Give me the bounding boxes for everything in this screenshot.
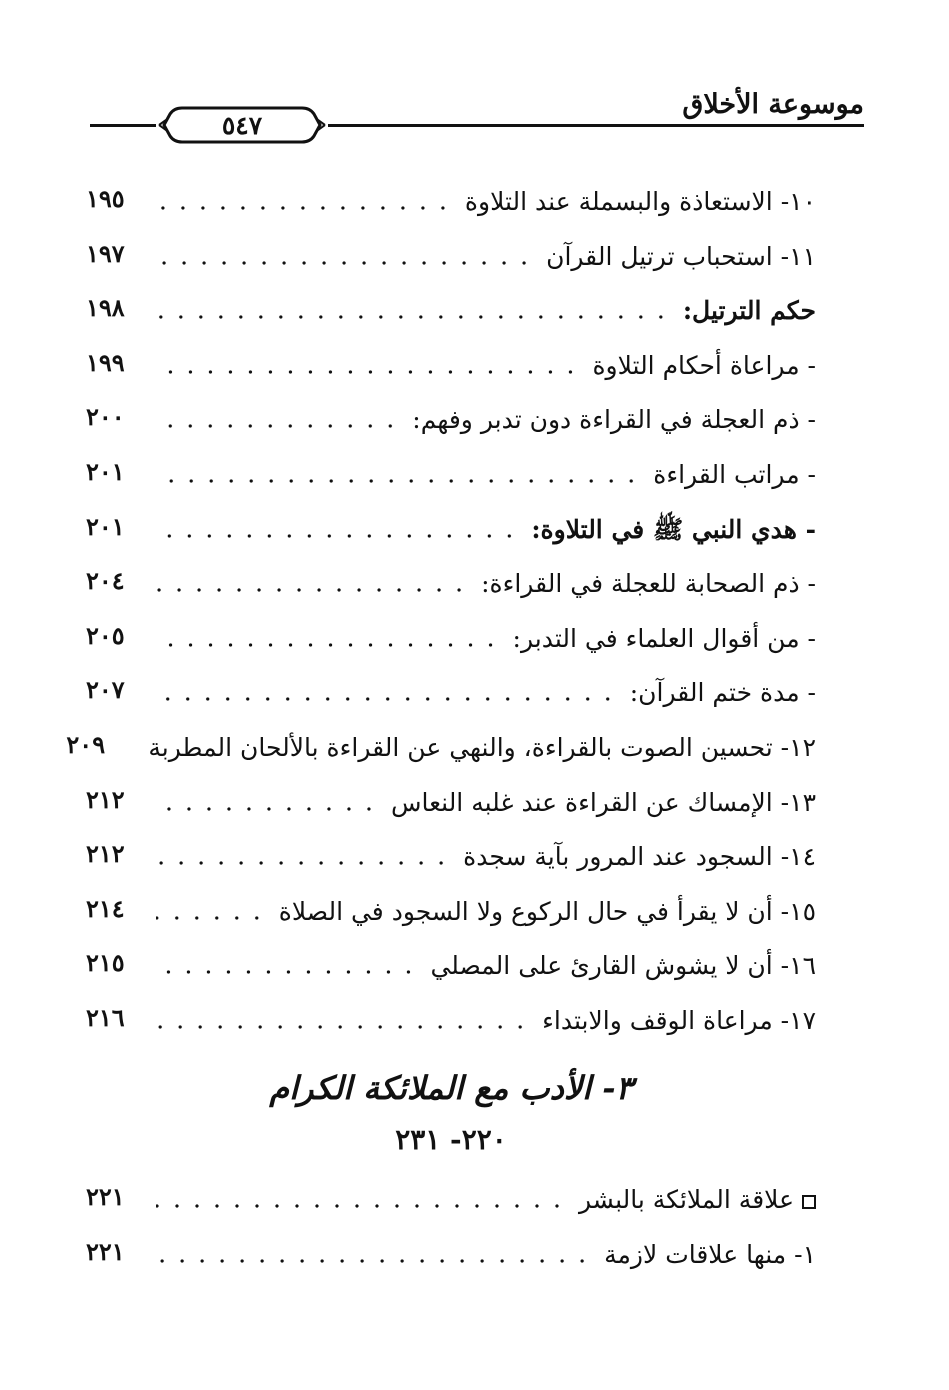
toc-entry-title-text: - ذم العجلة في القراءة دون تدبر وفهم: xyxy=(412,405,816,435)
toc-entry xyxy=(86,184,816,239)
toc-entry xyxy=(86,348,816,403)
toc-entry-page: ٢٢١ xyxy=(86,1236,125,1266)
toc-entry xyxy=(86,1182,816,1237)
toc-entry-title-text: حكم الترتيل: xyxy=(682,296,816,326)
toc-entry-page: ٢٠٠ xyxy=(86,402,125,432)
dot-leader xyxy=(156,839,451,875)
toc-entry-title xyxy=(567,1182,816,1218)
toc-entry-title xyxy=(641,457,816,493)
toc-entry-title-text: ١٦- أن لا يشوش القارئ على المصلي xyxy=(430,951,816,981)
toc-entry-title-text: ١٧- مراعاة الوقف والابتداء xyxy=(542,1005,816,1035)
toc-entry xyxy=(86,512,816,567)
toc-entry xyxy=(86,948,816,1003)
toc-entry-title xyxy=(379,785,816,821)
toc-entry-title xyxy=(519,512,816,548)
toc-entry-page: ٢٠٤ xyxy=(86,566,125,596)
dot-leader xyxy=(156,785,379,821)
page-number: ٥٤٧ xyxy=(221,110,263,140)
toc-entry-title-text: علاقة الملائكة بالبشر xyxy=(578,1185,794,1214)
toc-entry-title-text: - مراعاة أحكام التلاوة xyxy=(592,350,816,380)
toc-entry-page: ٢١٢ xyxy=(86,839,125,869)
toc-entry-title-text: - مدة ختم القرآن: xyxy=(629,678,816,708)
toc-entry-title xyxy=(580,348,816,384)
toc-entry xyxy=(86,785,816,840)
header-rule-left xyxy=(90,124,156,127)
dot-leader xyxy=(156,621,501,657)
section-heading: ٣- الأدب مع الملائكة الكرام xyxy=(269,1069,633,1107)
toc-entry-title xyxy=(469,566,816,602)
dot-leader xyxy=(156,1182,567,1218)
square-bullet-icon xyxy=(802,1195,816,1209)
toc-entry-page: ١٩٥ xyxy=(86,184,125,213)
toc-entry-page: ٢٠١ xyxy=(86,456,125,486)
section-page-range: ٢٢٠- ٢٣١ xyxy=(395,1123,507,1156)
toc-entry-title xyxy=(136,730,816,766)
toc-entry xyxy=(86,566,816,621)
toc-entry-title xyxy=(453,184,816,220)
toc-entry-title-text: ١٢- تحسين الصوت بالقراءة، والنهي عن القراءة بالألحان المطربة xyxy=(148,732,816,762)
toc-entry-page: ٢١٦ xyxy=(86,1002,125,1032)
dot-leader xyxy=(156,948,418,984)
dot-leader xyxy=(156,1003,530,1039)
toc-entry-title-text: - ذم الصحابة للعجلة في القراءة: xyxy=(481,569,816,599)
toc-entry-page: ٢١٥ xyxy=(86,948,125,978)
toc-entry-title-text: ١٤- السجود عند المرور بآية سجدة xyxy=(463,842,816,872)
toc-entry xyxy=(86,839,816,894)
toc-entry-page: ٢٠٩ xyxy=(66,729,106,759)
toc-entry-page: ٢٢١ xyxy=(86,1182,125,1211)
toc-entry-page: ٢٠٥ xyxy=(86,620,125,650)
toc-entry xyxy=(86,457,816,512)
toc-entry-title-text: ١١- استحباب ترتيل القرآن xyxy=(546,241,816,271)
section-contents xyxy=(86,1182,816,1291)
dot-leader xyxy=(156,348,580,384)
toc-entry-title-text: ١٣- الإمساك عن القراءة عند غلبه النعاس xyxy=(390,787,816,817)
dot-leader xyxy=(156,239,534,275)
toc-entry-title-text: - من أقوال العلماء في التدبر: xyxy=(512,623,816,653)
toc-entry-page: ٢٠١ xyxy=(86,511,125,541)
dot-leader xyxy=(156,894,267,930)
toc-entry xyxy=(86,1237,816,1292)
toc-entry-title xyxy=(530,1003,816,1039)
toc-entry-title-text: - مراتب القراءة xyxy=(653,459,816,489)
toc-entry xyxy=(66,729,816,785)
toc-entry-title xyxy=(671,293,816,329)
toc-entry-page: ٢١٢ xyxy=(86,784,125,814)
toc-entry-page: ١٩٩ xyxy=(86,347,125,377)
table-of-contents xyxy=(66,184,816,1058)
dot-leader xyxy=(156,402,400,438)
dot-leader xyxy=(156,675,618,711)
toc-entry-page: ٢٠٧ xyxy=(86,675,125,705)
toc-entry-title-text: ١٠- الاستعاذة والبسملة عند التلاوة xyxy=(464,187,816,216)
toc-entry-title-text: - هدي النبي ﷺ في التلاوة: xyxy=(531,514,816,544)
dot-leader xyxy=(156,1237,592,1273)
toc-entry-title-text: ١٥- أن لا يقرأ في حال الركوع ولا السجود في الصلاة xyxy=(278,896,816,926)
toc-entry-title xyxy=(534,239,816,275)
toc-entry-title xyxy=(618,675,816,711)
page-number-frame xyxy=(158,102,326,148)
toc-entry-title xyxy=(418,948,816,984)
toc-entry xyxy=(86,239,816,294)
toc-entry xyxy=(86,293,816,348)
dot-leader xyxy=(156,566,469,602)
toc-entry xyxy=(86,402,816,457)
toc-entry-title xyxy=(400,402,816,438)
dot-leader xyxy=(156,457,641,493)
toc-entry-title xyxy=(592,1237,816,1273)
toc-entry xyxy=(86,675,816,730)
toc-entry-title xyxy=(451,839,816,875)
page-header xyxy=(86,88,864,138)
toc-entry-page: ١٩٨ xyxy=(86,293,125,323)
toc-entry xyxy=(86,1003,816,1058)
toc-entry-page: ١٩٧ xyxy=(86,238,125,268)
toc-entry-title-text: ١- منها علاقات لازمة xyxy=(604,1239,816,1269)
book-title: موسوعة الأخلاق xyxy=(682,89,864,120)
dot-leader xyxy=(156,293,671,329)
toc-entry-page: ٢١٤ xyxy=(86,893,125,923)
toc-entry-title xyxy=(501,621,816,657)
dot-leader xyxy=(156,512,519,548)
header-rule-right xyxy=(328,124,864,127)
toc-entry-title xyxy=(267,894,816,930)
toc-entry xyxy=(86,621,816,676)
dot-leader xyxy=(156,184,453,220)
toc-entry xyxy=(86,894,816,949)
